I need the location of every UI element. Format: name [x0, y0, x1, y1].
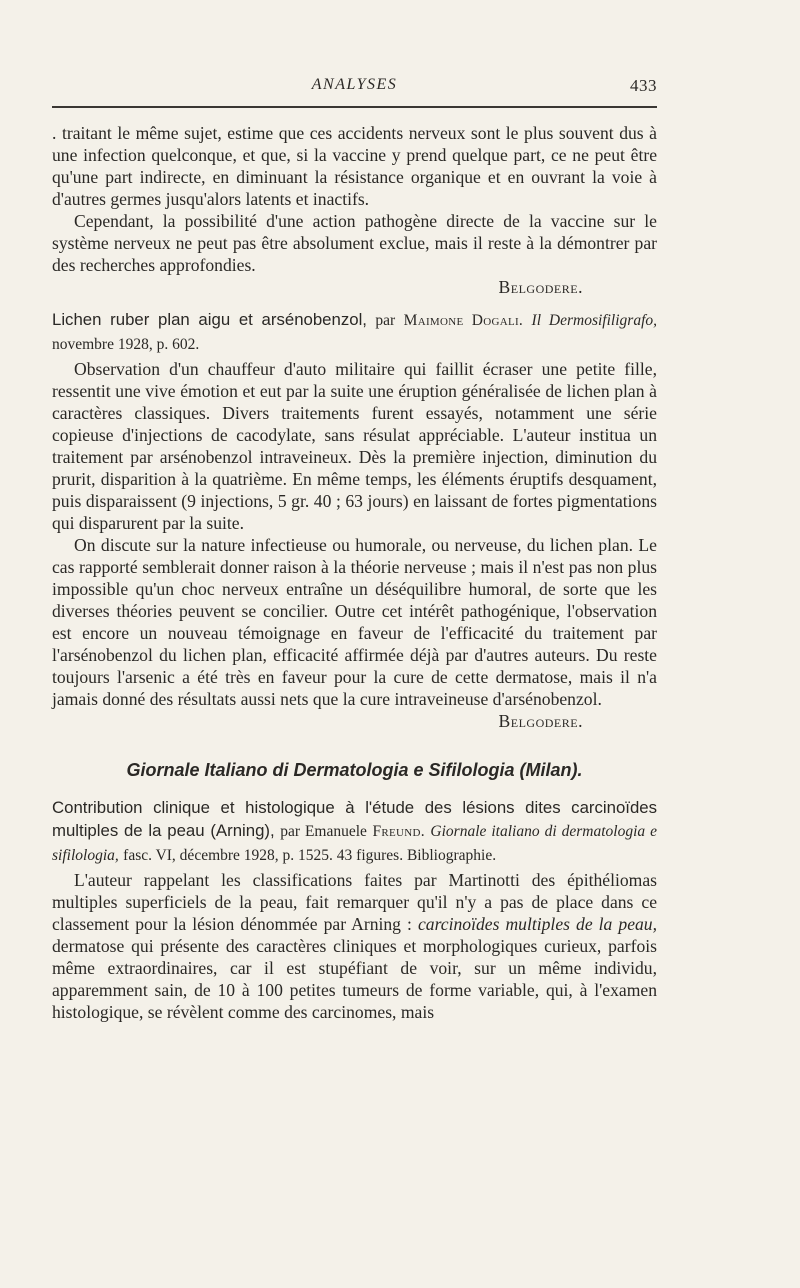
header-rule [52, 106, 657, 108]
continued-paragraph: . traitant le même sujet, estime que ces accidents nerveux sont le plus souvent dus à une infection quelconque, et que, si la vaccine y prend quelque part, ce ne peut être qu'une part indirecte, en diminuant la résistance organique et en ouvrant la voie à d'autres germes jusqu'alors latents et inactifs. [52, 123, 657, 209]
paragraph-italic-term: carcinoïdes multiples de la peau, [417, 914, 658, 934]
review-entry-par: par Emanuele [280, 823, 367, 840]
review-entry-par: par [375, 312, 396, 329]
paragraph-text: dermatose qui présente des caractères cliniques et morphologiques curieux, parfois même extraordinaires, car il est stupéfiant de voir, sur un même individu, apparemment sain, de 10 à 100 petites tumeurs de forme variable, qui, à l'examen histologique, se révèlent comme des carcinomes, mais [52, 936, 657, 1022]
review-entry-heading [52, 796, 657, 867]
review-entry-journal: Il Dermosifiligrafo, [531, 312, 657, 329]
reviewer-signature: Belgodere. [498, 277, 583, 297]
review-entry-title: Lichen ruber plan aigu et arsénobenzol, [52, 310, 367, 329]
paragraph: On discute sur la nature infectieuse ou humorale, ou nerveuse, du lichen plan. Le cas rapporté semblerait donner raison à la théorie nerveuse ; mais il n'est pas non plus impossible qu'un choc nerveux entraîne un déséquilibre humoral, de sorte que les diverses théories peuvent se concilier. Outre cet intérêt pathogénique, l'observation est encore un nouveau témoignage en faveur de l'efficacité du traitement par l'arsénobenzol du lichen plan, efficacité affirmée déjà par d'autres auteurs. Du reste toujours l'arsenic a été très en faveur pour la cure de cette dermatose, mais il n'a jamais donné des résultats aussi nets que la cure intraveineuse d'arsénobenzol. [52, 535, 657, 709]
review-entry-journal: Giornale italiano di dermatologia e sifilologia, [52, 823, 657, 864]
review-entry-title: Contribution clinique et histologique à l'étude des lésions dites carcinoïdes multiples de la peau (Arning), [52, 798, 657, 840]
page-body [52, 122, 657, 1023]
reviewer-signature: Belgodere. [498, 711, 583, 731]
page-number: 433 [630, 76, 657, 95]
review-entry-author: Maimone Dogali. [403, 312, 524, 329]
review-entry-citation: fasc. VI, décembre 1928, p. 1525. 43 figures. Bibliographie. [123, 847, 497, 864]
running-head [52, 76, 657, 100]
paragraph: Observation d'un chauffeur d'auto militaire qui faillit écraser une petite fille, ressentit une vive émotion et eut par la suite une éruption généralisée de lichen plan à caractères classiques. Divers traitements furent essayés, notamment une série copieuse d'injections de cacodylate, sans résulat appréciable. L'auteur institua un traitement par arsénobenzol intraveineux. Dès la première injection, diminution du prurit, disparition à la quatrième. En même temps, les éléments éruptifs desquament, puis disparaissent (9 injections, 5 gr. 40 ; 63 jours) en laissant de fortes pigmentations qui disparurent par la suite. [52, 359, 657, 533]
running-head-title: ANALYSES [311, 76, 398, 93]
journal-section-heading: Giornale Italiano di Dermatologia e Sifilologia (Milan). [126, 760, 583, 780]
review-entry-author: Freund. [372, 823, 425, 840]
review-entry-citation: novembre 1928, p. 602. [52, 336, 200, 353]
paragraph: Cependant, la possibilité d'une action pathogène directe de la vaccine sur le système nerveux ne peut pas être absolument exclue, mais il reste à la démontrer par des recherches approfondies. [52, 211, 657, 275]
review-entry-heading [52, 308, 657, 356]
paragraph-text: L'auteur rappelant les classifications faites par Martinotti des épithéliomas multiples superficiels de la peau, fait remarquer qu'il n'y a pas de place dans ce classement pour la lésion dénommée par Arning : [52, 870, 657, 934]
paragraph [52, 869, 657, 1023]
